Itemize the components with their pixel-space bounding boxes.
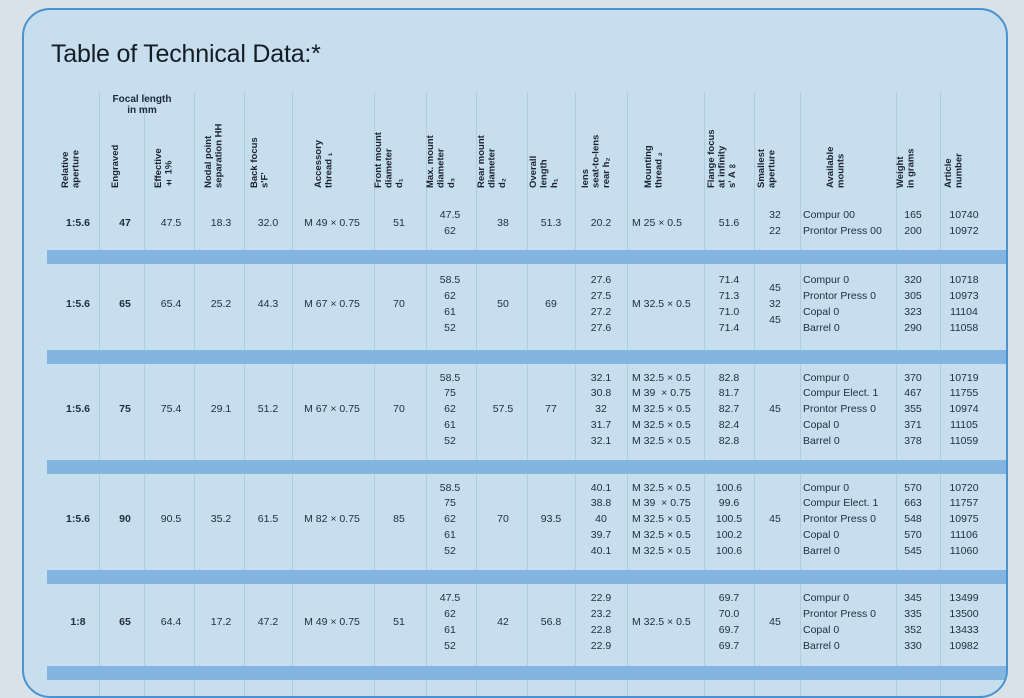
cell-max-dia: 47.5 62 — [439, 209, 461, 237]
column-divider — [754, 92, 755, 698]
cell-mounts: Compur 00 Prontor Press 00 — [803, 209, 882, 237]
header-mounts: Available mounts — [825, 146, 847, 188]
column-divider — [144, 92, 145, 698]
cell-article: 10719 11755 10974 11105 11059 — [949, 371, 979, 447]
cell-max-dia: 58.5 62 61 52 — [439, 274, 461, 334]
header-overall: Overall length h₁ — [528, 155, 560, 188]
cell-rear-dia: 42 — [497, 616, 509, 629]
cell-engraved: 47 — [119, 217, 131, 230]
header-mount-thread: Mounting thread ₂ — [643, 145, 665, 188]
cell-overall: 51.3 — [540, 217, 562, 230]
cell-mount-thread: M 32.5 × 0.5 — [632, 298, 691, 311]
cell-smallest: 45 32 45 — [769, 282, 781, 326]
cell-back-focus: 32.0 — [257, 217, 279, 230]
header-rear-dia: Rear mount diameter d₂ — [476, 135, 508, 188]
cell-smallest: 45 — [769, 616, 781, 629]
row-separator-stripe — [47, 250, 1007, 264]
header-article: Article number — [943, 153, 965, 188]
cell-max-dia: 47.5 62 61 52 — [439, 592, 461, 652]
header-nodal: Nodal point separation HH — [203, 123, 225, 188]
cell-effective: 64.4 — [160, 616, 182, 629]
cell-effective: 90.5 — [160, 513, 182, 526]
header-max-dia: Max. mount diameter d₃ — [425, 135, 457, 188]
header-aperture: Relative aperture — [60, 149, 82, 188]
cell-nodal: 18.3 — [210, 217, 232, 230]
cell-acc-thread: M 82 × 0.75 — [304, 513, 360, 526]
cell-mounts: Compur 0 Prontor Press 0 Copal 0 Barrel 0 — [803, 592, 876, 652]
cell-flange: 71.4 71.3 71.0 71.4 — [718, 274, 740, 334]
cell-seat-rear: 27.6 27.5 27.2 27.6 — [590, 274, 612, 334]
cell-back-focus: 47.2 — [257, 616, 279, 629]
cell-front-dia: 85 — [393, 513, 405, 526]
row-separator-stripe — [47, 666, 1007, 680]
cell-article: 13499 13500 13433 10982 — [949, 592, 979, 652]
cell-mount-thread: M 32.5 × 0.5 M 39 × 0.75 M 32.5 × 0.5 M 32.5 × 0.5 M 32.5 × 0.5 — [632, 481, 691, 557]
cell-article: 10740 10972 — [949, 209, 979, 237]
cell-flange: 82.8 81.7 82.7 82.4 82.8 — [718, 371, 740, 447]
cell-smallest: 45 — [769, 403, 781, 416]
cell-seat-rear: 20.2 — [590, 217, 612, 230]
cell-rear-dia: 38 — [497, 217, 509, 230]
cell-effective: 75.4 — [160, 403, 182, 416]
column-divider — [99, 92, 100, 698]
cell-back-focus: 44.3 — [257, 298, 279, 311]
cell-max-dia: 58.5 75 62 61 52 — [439, 481, 461, 557]
cell-nodal: 29.1 — [210, 403, 232, 416]
cell-aperture: 1:5.6 — [66, 403, 90, 416]
cell-acc-thread: M 49 × 0.75 — [304, 217, 360, 230]
cell-engraved: 65 — [119, 616, 131, 629]
header-focal-length: Focal length in mm — [112, 94, 172, 116]
cell-max-dia: 58.5 75 62 61 52 — [439, 371, 461, 447]
column-divider — [800, 92, 801, 698]
column-divider — [194, 92, 195, 698]
cell-rear-dia: 70 — [497, 513, 509, 526]
cell-back-focus: 61.5 — [257, 513, 279, 526]
cell-smallest: 45 — [769, 513, 781, 526]
cell-seat-rear: 32.1 30.8 32 31.7 32.1 — [590, 371, 612, 447]
cell-weight: 570 663 548 570 545 — [904, 481, 922, 557]
cell-mounts: Compur 0 Compur Elect. 1 Prontor Press 0 Copal 0 Barrel 0 — [803, 371, 879, 447]
cell-rear-dia: 50 — [497, 298, 509, 311]
column-divider — [292, 92, 293, 698]
cell-aperture: 1:5.6 — [66, 298, 90, 311]
cell-smallest: 32 22 — [769, 209, 781, 237]
cell-nodal: 17.2 — [210, 616, 232, 629]
cell-article: 10718 10973 11104 11058 — [949, 274, 979, 334]
cell-mounts: Compur 0 Prontor Press 0 Copal 0 Barrel 0 — [803, 274, 876, 334]
header-flange: Flange focus at infinity s' A∞ — [706, 129, 738, 188]
cell-back-focus: 51.2 — [257, 403, 279, 416]
cell-front-dia: 51 — [393, 217, 405, 230]
cell-mount-thread: M 25 × 0.5 — [632, 217, 682, 230]
row-separator-stripe — [47, 570, 1007, 584]
row-separator-stripe — [47, 460, 1007, 474]
cell-flange: 100.6 99.6 100.5 100.2 100.6 — [715, 481, 743, 557]
cell-acc-thread: M 49 × 0.75 — [304, 616, 360, 629]
cell-engraved: 90 — [119, 513, 131, 526]
cell-flange: 51.6 — [718, 217, 740, 230]
cell-weight: 320 305 323 290 — [904, 274, 922, 334]
header-seat-rear: lens seat-to-lens rear h₂ — [580, 134, 612, 188]
cell-nodal: 25.2 — [210, 298, 232, 311]
cell-mount-thread: M 32.5 × 0.5 — [632, 616, 691, 629]
cell-article: 10720 11757 10975 11106 11060 — [949, 481, 979, 557]
cell-mounts: Compur 0 Compur Elect. 1 Prontor Press 0 Copal 0 Barrel 0 — [803, 481, 879, 557]
cell-aperture: 1:5.6 — [66, 217, 90, 230]
cell-front-dia: 51 — [393, 616, 405, 629]
cell-acc-thread: M 67 × 0.75 — [304, 403, 360, 416]
header-weight: Weight in grams — [895, 148, 917, 188]
column-divider — [244, 92, 245, 698]
cell-front-dia: 70 — [393, 298, 405, 311]
cell-flange: 69.7 70.0 69.7 69.7 — [718, 592, 740, 652]
header-effective: Effective ± 1% — [153, 148, 175, 188]
column-divider — [575, 92, 576, 698]
header-engraved: Engraved — [110, 144, 121, 188]
header-smallest: Smallest aperture — [756, 148, 778, 188]
data-sheet — [22, 8, 1008, 698]
page-title: Table of Technical Data:* — [51, 40, 321, 68]
header-acc-thread: Accessory thread ₁ — [313, 139, 335, 188]
cell-engraved: 65 — [119, 298, 131, 311]
cell-overall: 69 — [545, 298, 557, 311]
cell-acc-thread: M 67 × 0.75 — [304, 298, 360, 311]
row-separator-stripe — [47, 350, 1007, 364]
cell-rear-dia: 57.5 — [492, 403, 514, 416]
cell-seat-rear: 22.9 23.2 22.8 22.9 — [590, 592, 612, 652]
cell-engraved: 75 — [119, 403, 131, 416]
header-back-focus: Back focus s'F' — [249, 137, 271, 188]
cell-weight: 345 335 352 330 — [904, 592, 922, 652]
cell-overall: 77 — [545, 403, 557, 416]
column-divider — [704, 92, 705, 698]
cell-effective: 47.5 — [160, 217, 182, 230]
cell-weight: 165 200 — [904, 209, 922, 237]
header-front-dia: Front mount diameter d₁ — [373, 132, 405, 188]
cell-aperture: 1:8 — [70, 616, 86, 629]
cell-aperture: 1:5.6 — [66, 513, 90, 526]
cell-mount-thread: M 32.5 × 0.5 M 39 × 0.75 M 32.5 × 0.5 M 32.5 × 0.5 M 32.5 × 0.5 — [632, 371, 691, 447]
cell-front-dia: 70 — [393, 403, 405, 416]
cell-weight: 370 467 355 371 378 — [904, 371, 922, 447]
cell-overall: 93.5 — [540, 513, 562, 526]
cell-nodal: 35.2 — [210, 513, 232, 526]
cell-effective: 65.4 — [160, 298, 182, 311]
column-divider — [627, 92, 628, 698]
cell-overall: 56.8 — [540, 616, 562, 629]
cell-seat-rear: 40.1 38.8 40 39.7 40.1 — [590, 481, 612, 557]
